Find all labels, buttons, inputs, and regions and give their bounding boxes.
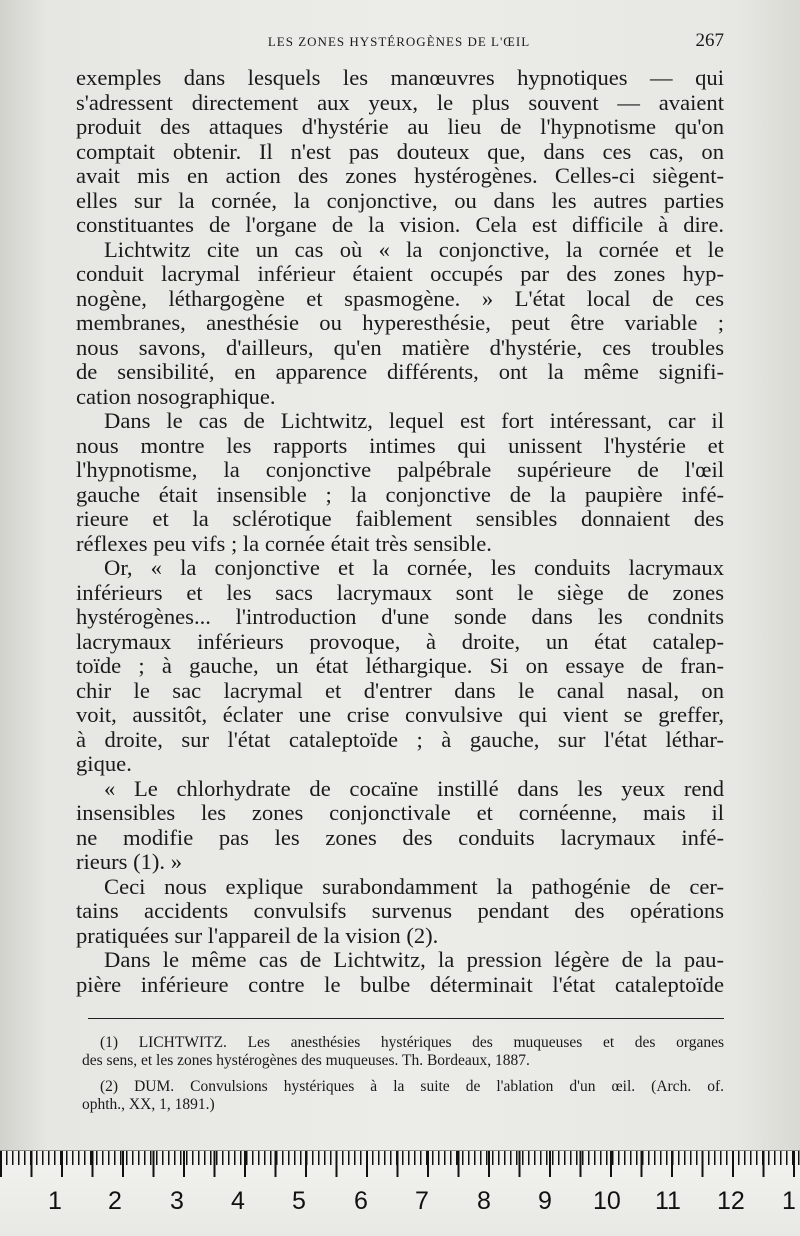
ruler-number: 7 <box>415 1187 429 1215</box>
text-line: conduit lacrymal inférieur étaient occupés par des zones hyp- <box>76 261 724 286</box>
ruler-number: 10 <box>593 1187 621 1215</box>
ruler-number: 1 <box>782 1187 796 1215</box>
running-head: LES ZONES HYSTÉROGÈNES DE L'ŒIL <box>267 34 531 49</box>
text-line: nous savons, d'ailleurs, qu'en matière d'hystérie, ces troubles <box>76 334 724 360</box>
text-line: Dans le même cas de Lichtwitz, la pression légère de la pau- <box>104 947 724 972</box>
ruler-number: 4 <box>231 1187 245 1215</box>
footnote-line: ophth., XX, 1, 1891.) <box>82 1096 215 1113</box>
text-line: pratiquées sur l'appareil de la vision (2). <box>76 922 439 948</box>
text-line: l'hypnotisme, la conjonctive palpébrale supérieure de l'œil <box>76 457 724 482</box>
ruler-number: 5 <box>292 1187 306 1215</box>
ruler-number: 1 <box>48 1187 62 1215</box>
text-line: rieure et la sclérotique faiblement sensibles donnaient des <box>76 506 724 531</box>
footnote-line: des sens, et les zones hystérogènes des muqueuses. Th. Bordeaux, 1887. <box>82 1052 530 1069</box>
text-line: à droite, sur l'état cataleptoïde ; à gauche, sur l'état léthar- <box>76 726 724 752</box>
text-line: membranes, anesthésie ou hyperesthésie, peut être variable ; <box>76 310 724 335</box>
text-line: lacrymaux inférieurs provoque, à droite, un état catalep- <box>76 628 724 654</box>
footnote-line: (1) LICHTWITZ. Les anesthésies hystériques des muqueuses et des organes <box>100 1034 724 1051</box>
text-line: Lichtwitz cite un cas où « la conjonctive, la cornée et le <box>104 236 724 262</box>
ruler-number: 9 <box>538 1187 552 1215</box>
text-line: tains accidents convulsifs survenus pendant des opérations <box>76 898 724 923</box>
text-line: rieurs (1). » <box>76 849 183 874</box>
ruler-number: 12 <box>717 1187 745 1215</box>
text-line: Or, « la conjonctive et la cornée, les conduits lacrymaux <box>104 555 724 580</box>
text-line: s'adressent directement aux yeux, le plus souvent — avaient <box>76 89 724 115</box>
text-line: ne modifie pas les zones des conduits lacrymaux infé- <box>76 824 724 850</box>
ruler-number: 6 <box>354 1187 368 1215</box>
ruler-number: 3 <box>170 1187 184 1215</box>
text-line: Dans le cas de Lichtwitz, lequel est fort intéressant, car il <box>104 408 724 433</box>
measuring-ruler <box>0 1150 800 1236</box>
ruler-number: 11 <box>655 1187 681 1215</box>
text-line: de sensibilité, en apparence différents, ont la même signifi- <box>76 359 724 384</box>
text-line: exemples dans lesquels les manœuvres hypnotiques — qui <box>76 65 724 90</box>
text-line: voit, aussitôt, éclater une crise convulsive qui vient se greffer, <box>76 702 724 727</box>
text-line: « Le chlorhydrate de cocaïne instillé dans les yeux rend <box>104 775 724 801</box>
text-line: hystérogènes... l'introduction d'une sonde dans les condnits <box>76 604 724 629</box>
ruler-number: 2 <box>108 1187 122 1215</box>
text-line: constituantes de l'organe de la vision. Cela est difficile à dire. <box>76 212 724 237</box>
text-line: gique. <box>76 751 132 776</box>
text-line: réflexes peu vifs ; la cornée était très sensible. <box>76 530 492 556</box>
text-line: nous montre les rapports intimes qui unissent l'hystérie et <box>76 432 724 458</box>
body-text <box>76 66 724 997</box>
footnote-rule <box>88 1018 724 1019</box>
text-line: avait mis en action des zones hystérogènes. Celles-ci siègent- <box>76 163 724 188</box>
ruler-number: 8 <box>477 1187 491 1215</box>
text-line: gauche était insensible ; la conjonctive de la paupière infé- <box>76 481 724 507</box>
text-line: inférieurs et les sacs lacrymaux sont le siège de zones <box>76 579 724 605</box>
text-line: nogène, léthargogène et spasmogène. » L'état local de ces <box>76 285 724 311</box>
text-line: produit des attaques d'hystérie au lieu de l'hypnotisme qu'on <box>76 114 724 139</box>
text-line: chir le sac lacrymal et d'entrer dans le canal nasal, on <box>76 677 724 703</box>
ruler-major-ticks <box>0 1151 800 1177</box>
page-number: 267 <box>695 30 724 51</box>
text-line: Ceci nous explique surabondamment la pathogénie de cer- <box>104 873 724 899</box>
text-line: toïde ; à gauche, un état léthargique. Si on essaye de fran- <box>76 653 724 678</box>
text-line: insensibles les zones conjonctivale et cornéenne, mais il <box>76 800 724 825</box>
footnotes <box>82 1034 724 1114</box>
page-header <box>74 30 724 52</box>
text-line: cation nosographique. <box>76 383 276 409</box>
text-line: pière inférieure contre le bulbe déterminait l'état cataleptoïde <box>76 971 724 997</box>
text-line: elles sur la cornée, la conjonctive, ou dans les autres parties <box>76 187 724 213</box>
text-line: comptait obtenir. Il n'est pas douteux que, dans ces cas, on <box>76 138 724 164</box>
footnote-line: (2) DUM. Convulsions hystériques à la suite de l'ablation d'un œil. (Arch. of. <box>100 1078 724 1095</box>
